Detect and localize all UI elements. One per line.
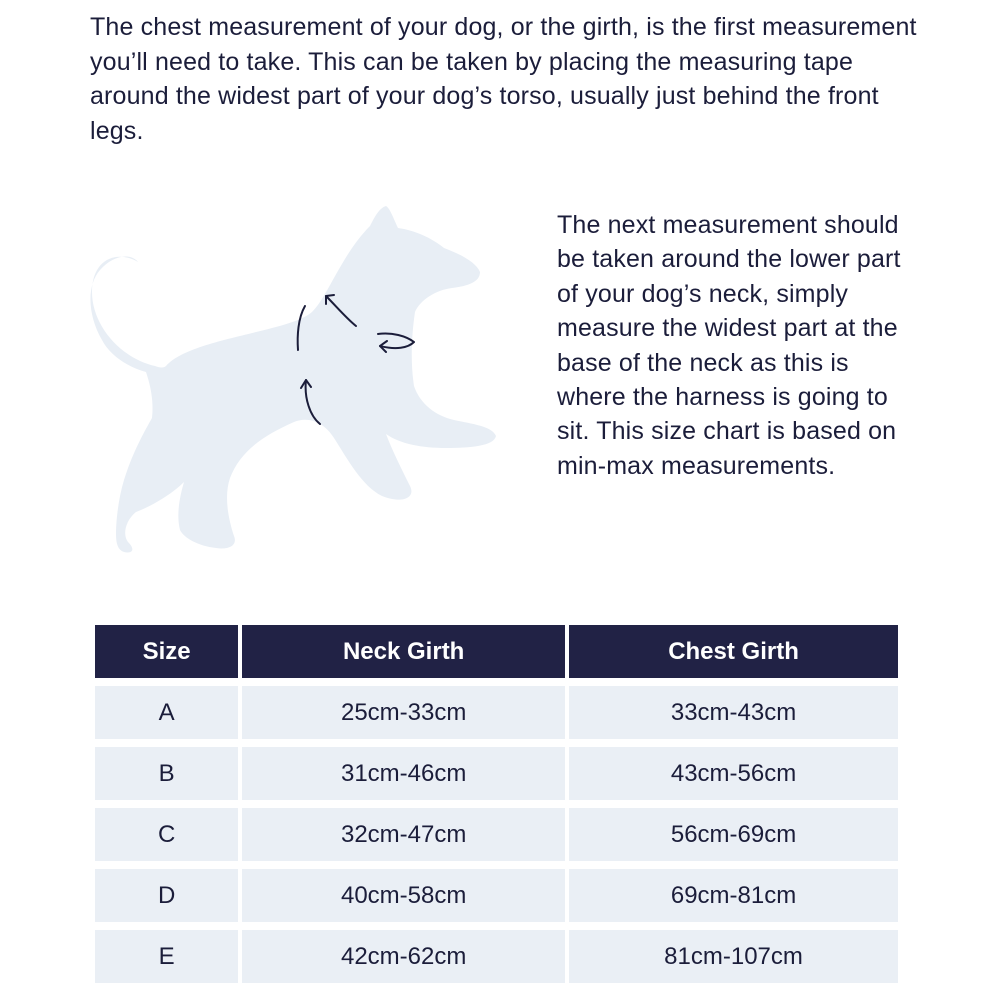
table-row [95, 747, 898, 800]
neck-girth-cell: 40cm-58cm [242, 869, 565, 922]
header-size: Size [95, 625, 238, 678]
dog-illustration [80, 200, 510, 570]
chest-girth-cell: 33cm-43cm [569, 686, 898, 739]
chest-girth-cell: 56cm-69cm [569, 808, 898, 861]
dog-silhouette-icon [80, 200, 510, 570]
table-row [95, 930, 898, 983]
size-chart-table [91, 617, 902, 991]
chest-girth-cell: 43cm-56cm [569, 747, 898, 800]
intro-paragraph: The chest measurement of your dog, or the girth, is the first measurement you’ll need to take. This can be taken by placing the measuring tape around the widest part of your dog’s torso, usually just behind the front legs. [90, 13, 917, 145]
size-cell: C [95, 808, 238, 861]
size-cell: E [95, 930, 238, 983]
header-chest-girth: Chest Girth [569, 625, 898, 678]
size-cell: B [95, 747, 238, 800]
size-cell: A [95, 686, 238, 739]
neck-girth-cell: 42cm-62cm [242, 930, 565, 983]
table-row [95, 808, 898, 861]
header-neck-girth: Neck Girth [242, 625, 565, 678]
chest-girth-cell: 81cm-107cm [569, 930, 898, 983]
neck-measurement-note: The next measurement should be taken around the lower part of your dog’s neck, simply measure the widest part at the base of the neck as this is where the harness is going to sit. This size chart is based on min-max measurements. [557, 211, 901, 480]
tail-curl-shape [123, 272, 170, 350]
table-header-row [95, 625, 898, 678]
neck-girth-cell: 25cm-33cm [242, 686, 565, 739]
neck-girth-cell: 32cm-47cm [242, 808, 565, 861]
size-cell: D [95, 869, 238, 922]
table-row [95, 869, 898, 922]
dog-body-shape [90, 206, 496, 553]
chest-girth-cell: 69cm-81cm [569, 869, 898, 922]
table-row [95, 686, 898, 739]
neck-girth-cell: 31cm-46cm [242, 747, 565, 800]
